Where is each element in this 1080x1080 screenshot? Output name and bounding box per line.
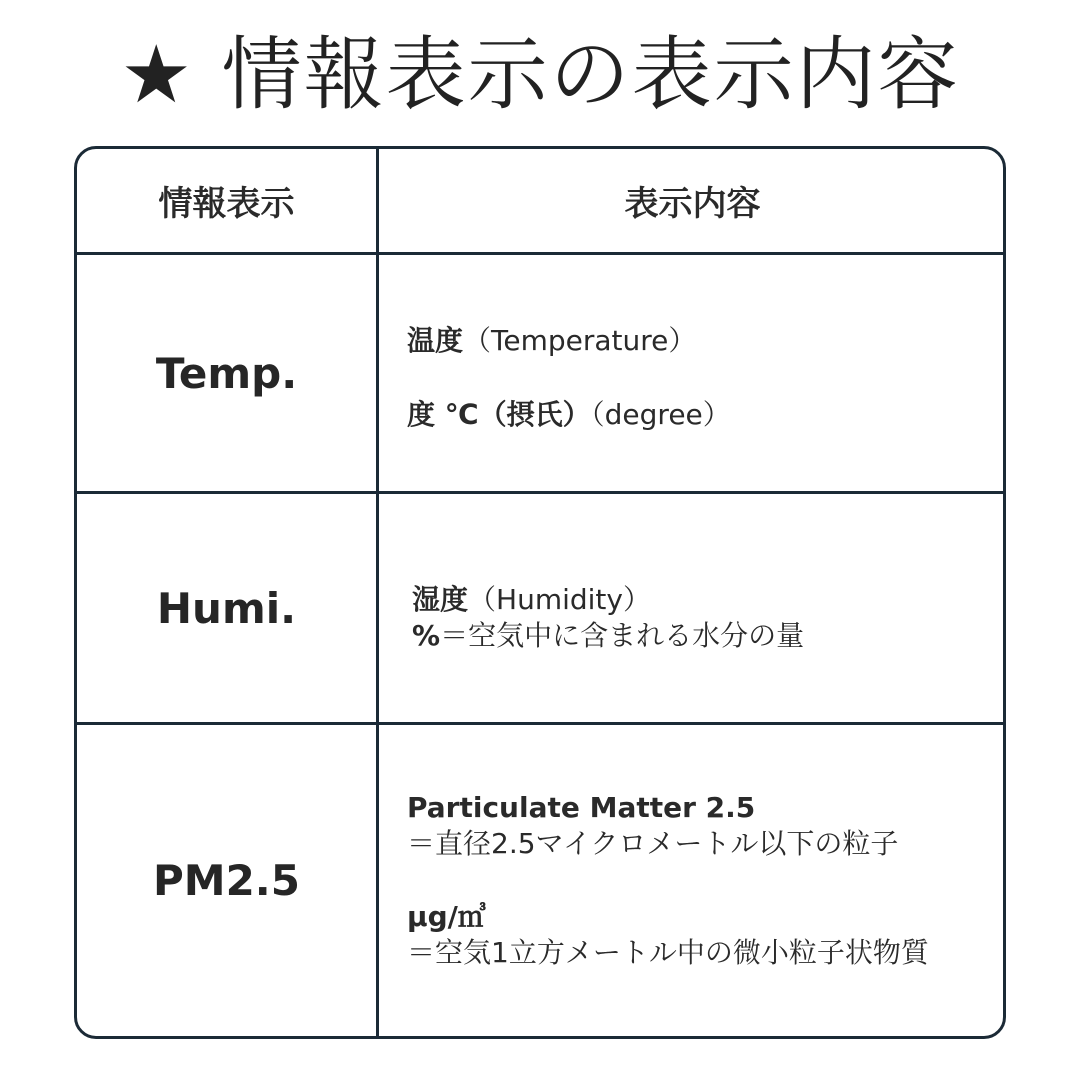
- table-row-label: [77, 725, 376, 1036]
- page-title: ★ 情報表示の表示内容: [120, 28, 960, 121]
- content-term: 度 ℃（摂氏）: [407, 398, 591, 431]
- content-desc: （Humidity）: [468, 583, 651, 616]
- label-humi: Humi.: [156, 583, 297, 633]
- label-pm25: PM2.5: [153, 856, 300, 905]
- content-line: [412, 618, 804, 654]
- content-term: Particulate Matter 2.5: [407, 791, 756, 824]
- content-term: %: [412, 619, 441, 652]
- content-line: [407, 323, 696, 359]
- content-desc: ＝直径2.5マイクロメートル以下の粒子: [407, 827, 899, 860]
- content-desc: （degree）: [590, 398, 731, 431]
- table-row-label: [77, 255, 376, 491]
- content-line: [407, 397, 731, 433]
- content-term: 湿度: [412, 583, 469, 616]
- content-line: [412, 582, 651, 618]
- content-term: 温度: [407, 324, 464, 357]
- header-cell-info-display: [77, 149, 376, 252]
- content-desc: ＝空気1立方メートル中の微小粒子状物質: [407, 936, 929, 969]
- content-line: [407, 899, 486, 935]
- table-row-content: [379, 494, 1006, 722]
- content-term: µg/㎥: [407, 900, 486, 933]
- label-temp: Temp.: [155, 348, 298, 398]
- table-row-content: [379, 255, 1006, 491]
- table-row-label: [77, 494, 376, 722]
- content-desc: （Temperature）: [463, 324, 697, 357]
- content-line: [407, 790, 755, 826]
- content-line: [407, 935, 929, 971]
- header-display-content: 表示内容: [624, 184, 761, 224]
- content-desc: ＝空気中に含まれる水分の量: [440, 619, 805, 652]
- table-row-content: [379, 725, 1006, 1036]
- info-display-table: [74, 146, 1006, 1039]
- header-cell-display-content: [379, 149, 1006, 252]
- content-line: [407, 826, 898, 862]
- header-info-display: 情報表示: [158, 184, 295, 224]
